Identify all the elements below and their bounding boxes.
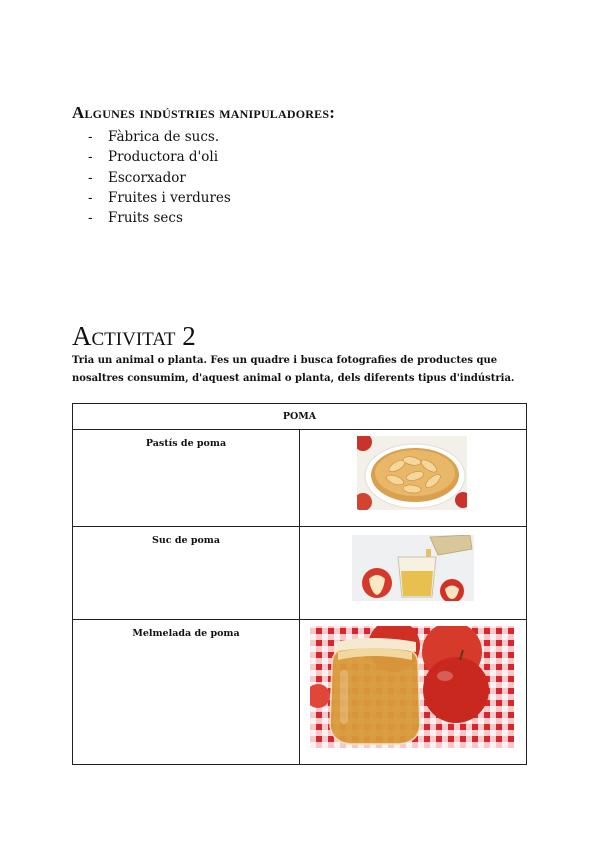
- product-name: Melmelada de poma: [73, 620, 300, 765]
- activity-heading: Activitat 2: [72, 321, 196, 351]
- table-row: [73, 620, 527, 765]
- apple-juice-photo: [352, 535, 474, 601]
- product-image-cell: [300, 527, 527, 620]
- list-item: - Fruits secs: [88, 210, 183, 227]
- table-row: [73, 527, 527, 620]
- apple-pie-photo: [357, 436, 467, 510]
- product-name: Suc de poma: [73, 527, 300, 620]
- product-image-cell: [300, 430, 527, 527]
- table-row: [73, 430, 527, 527]
- list-item: - Escorxador: [88, 169, 186, 186]
- list-item: - Fruites i verdures: [88, 189, 231, 206]
- products-table: [72, 403, 527, 765]
- list-item: - Fàbrica de sucs.: [88, 129, 220, 145]
- apple-jam-photo: [310, 626, 514, 748]
- list-item: - Productora d'oli: [88, 149, 219, 166]
- activity-instructions: Tria un animal o planta. Fes un quadre i busca fotografies de productes que nosaltres consumim, d'aquest animal o planta, dels diferents tipus d'indústria.: [72, 355, 515, 384]
- product-image-cell: [300, 620, 527, 765]
- table-header: POMA: [73, 404, 527, 430]
- product-name: Pastís de poma: [73, 430, 300, 527]
- industry-list: [88, 127, 231, 228]
- industries-heading: Algunes indústries manipuladores:: [72, 103, 336, 122]
